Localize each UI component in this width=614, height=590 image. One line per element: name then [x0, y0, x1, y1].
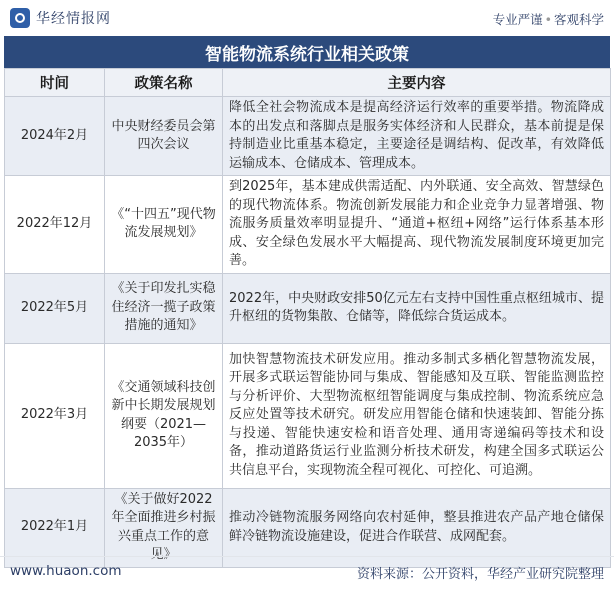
policy-table	[4, 68, 611, 568]
table-row	[5, 343, 611, 488]
cell-policy-name: 《关于做好2022年全面推进乡村振兴重点工作的意见》	[105, 488, 223, 567]
site-link[interactable]: www.huaon.com	[10, 563, 122, 579]
cell-time: 2024年2月	[5, 97, 105, 176]
cell-content: 加快智慧物流技术研发应用。推动多制式多栖化智慧物流发展，开展多式联运智能协同与集成、智能感知及互联、智能监测监控与分析评价、大型物流枢纽智能调度与集成控制、物流系统应急反应处置等技术研究。研发应用智能仓储和快速装卸、智能分拣与投递、智能快速安检和语音处理、通用寄递编码等技术和设备，推动道路货运行业监测分析技术研发，构建全国多式联运公共信息平台，实现物流全程可视化、可控化、可追溯。	[223, 343, 611, 488]
cell-time: 2022年12月	[5, 176, 105, 274]
cell-content: 降低全社会物流成本是提高经济运行效率的重要举措。物流降成本的出发点和落脚点是服务实体经济和人民群众，基本前提是保持制造业比重基本稳定，主要途径是调结构、促改革，有效降低运输成本、仓储成本、管理成本。	[223, 97, 611, 176]
page-title: 智能物流系统行业相关政策	[4, 36, 610, 68]
source-note: 资料来源：公开资料，华经产业研究院整理	[356, 567, 604, 582]
brand[interactable]	[10, 8, 111, 28]
table-header-row	[5, 69, 611, 97]
footer	[0, 556, 614, 590]
table-row	[5, 97, 611, 176]
table-row	[5, 273, 611, 343]
cell-time: 2022年5月	[5, 273, 105, 343]
cell-content: 到2025年，基本建成供需适配、内外联通、安全高效、智慧绿色的现代物流体系。物流创新发展能力和企业竞争力显著增强、物流服务质量效率明显提升、“通道+枢纽+网络”运行体系基本形成、安全绿色发展水平大幅提高、现代物流发展制度环境更加完善。	[223, 176, 611, 274]
slogan-right: 客观科学	[553, 12, 604, 27]
cell-time: 2022年1月	[5, 488, 105, 567]
slogan	[493, 10, 604, 28]
brand-logo-icon	[10, 8, 30, 28]
cell-policy-name: 《交通领域科技创新中长期发展规划纲要（2021—2035年）	[105, 343, 223, 488]
slogan-separator: •	[544, 12, 552, 27]
brand-name: 华经情报网	[36, 11, 111, 27]
cell-policy-name: 中央财经委员会第四次会议	[105, 97, 223, 176]
cell-content: 2022年，中央财政安排50亿元左右支持中国性重点枢纽城市、提升枢纽的货物集散、仓储等，降低综合货运成本。	[223, 273, 611, 343]
column-header-time: 时间	[5, 69, 105, 97]
column-header-content: 主要内容	[223, 69, 611, 97]
top-bar	[0, 0, 614, 36]
slogan-left: 专业严谨	[492, 12, 543, 27]
cell-policy-name: 《“十四五”现代物流发展规划》	[105, 176, 223, 274]
cell-time: 2022年3月	[5, 343, 105, 488]
table-row	[5, 176, 611, 274]
cell-policy-name: 《关于印发扎实稳住经济一揽子政策措施的通知》	[105, 273, 223, 343]
column-header-policy-name: 政策名称	[105, 69, 223, 97]
cell-content: 推动冷链物流服务网络向农村延伸，整县推进农产品产地仓储保鲜冷链物流设施建设，促进合作联营、成网配套。	[223, 488, 611, 567]
